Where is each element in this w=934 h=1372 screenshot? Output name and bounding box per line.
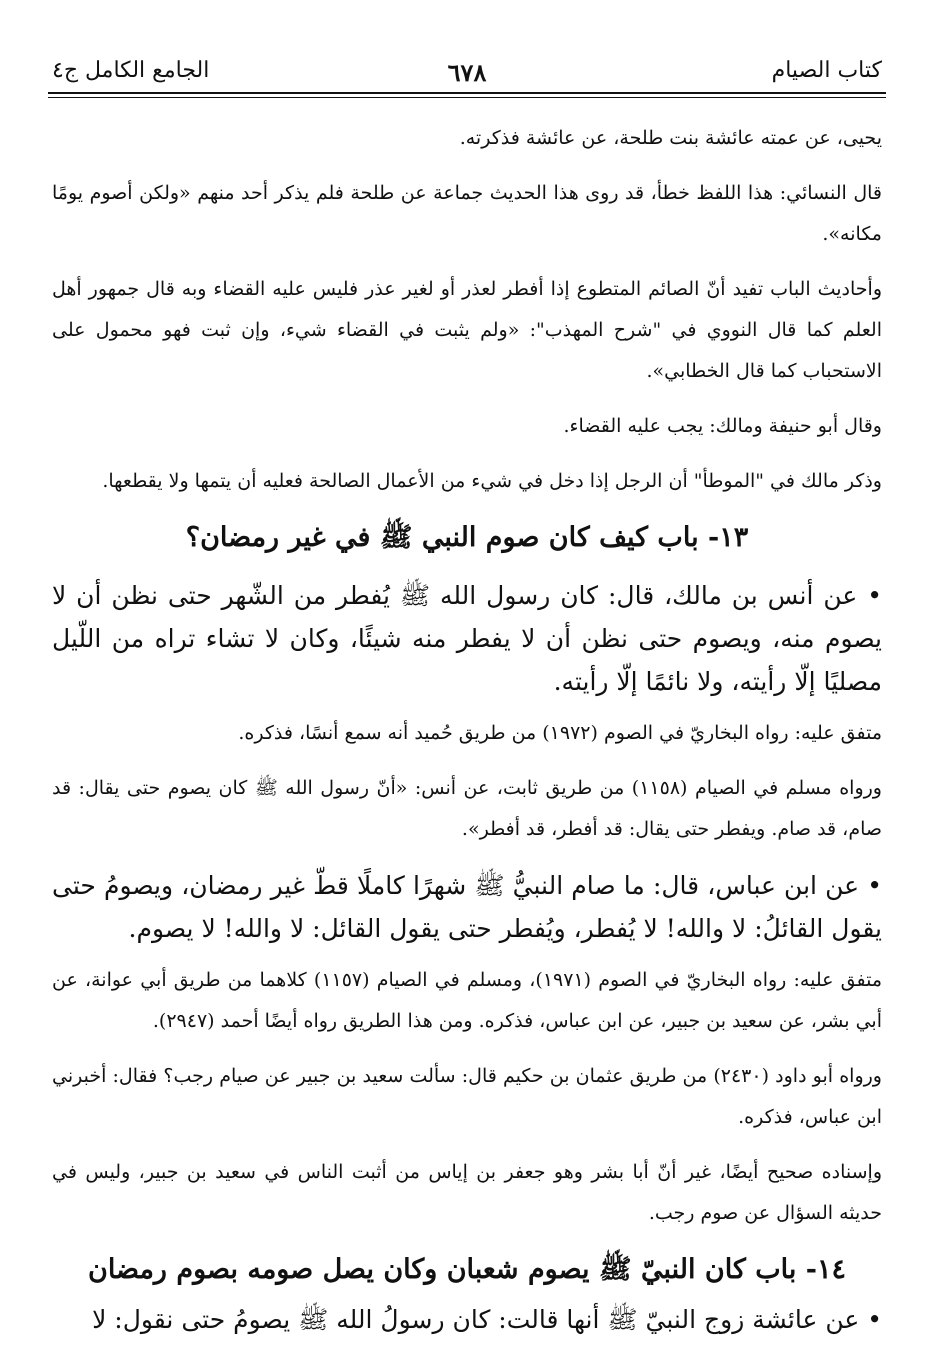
page-number: ٦٧٨ [447, 58, 487, 87]
book-title: الجامع الكامل ج٤ [52, 58, 210, 83]
hadith-source: وإسناده صحيح أيضًا، غير أنّ أبا بشر وهو جعفر بن إياس من أثبت الناس في سعيد بن جبير، وليس في حديثه السؤال عن صوم رجب. [52, 1161, 882, 1224]
hadith-source: متفق عليه: رواه البخاريّ في الصوم (١٩٧٢) من طريق حُميد أنه سمع أنسًا، فذكره. [238, 722, 882, 744]
header-rule-thick [48, 92, 886, 94]
paragraph: وقال أبو حنيفة ومالك: يجب عليه القضاء. [563, 415, 882, 437]
paragraph: وذكر مالك في "الموطأ" أن الرجل إذا دخل في شيء من الأعمال الصالحة فعليه أن يتمها ولا يقطعها. [102, 470, 882, 492]
header-rule-thin [48, 97, 886, 98]
book-section-title: كتاب الصيام [771, 58, 882, 83]
paragraph: وأحاديث الباب تفيد أنّ الصائم المتطوع إذا أفطر لعذر أو لغير عذر فليس عليه القضاء وبه قال جمهور أهل العلم كما قال النووي في "شرح المهذب": «ولم يثبت في القضاء شيء، وإن ثبت فهو محمول على الاستحباب كما قال الخطابي». [52, 278, 882, 382]
page-body [52, 118, 882, 1351]
hadith-source: متفق عليه: رواه البخاريّ في الصوم (١٩٧١)، ومسلم في الصيام (١١٥٧) كلاهما من طريق أبي عوانة، عن أبي بشر، عن سعيد بن جبير، عن ابن عباس، فذكره. ومن هذا الطريق رواه أيضًا أحمد (٢٩٤٧). [52, 969, 883, 1032]
hadith-source: ورواه أبو داود (٢٤٣٠) من طريق عثمان بن حكيم قال: سألت سعيد بن جبير عن صيام رجب؟ فقال: أخبرني ابن عباس، فذكره. [52, 1065, 882, 1128]
hadith-text: • عن عائشة زوج النبيّ ﷺ أنها قالت: كان رسولُ الله ﷺ يصومُ حتى نقول: لا [92, 1305, 882, 1334]
hadith-source: ورواه مسلم في الصيام (١١٥٨) من طريق ثابت، عن أنس: «أنّ رسول الله ﷺ كان يصوم حتى يقال: قد صام، قد صام. ويفطر حتى يقال: قد أفطر، قد أفطر». [52, 777, 882, 840]
paragraph: قال النسائي: هذا اللفظ خطأ، قد روى هذا الحديث جماعة عن طلحة فلم يذكر أحد منهم «ولكن أصوم يومًا مكانه». [52, 182, 882, 245]
running-header [52, 54, 882, 94]
paragraph: يحيى، عن عمته عائشة بنت طلحة، عن عائشة فذكرته. [459, 127, 882, 149]
hadith-text: • عن ابن عباس، قال: ما صام النبيُّ ﷺ شهرًا كاملًا قطّ غير رمضان، ويصومُ حتى يقول القائلُ: لا والله! لا يُفطر، ويُفطر حتى يقول القائل: لا والله! لا يصوم. [52, 871, 882, 943]
hadith-text: • عن أنس بن مالك، قال: كان رسول الله ﷺ يُفطر من الشّهر حتى نظن أن لا يصوم منه، ويصوم حتى نظن أن لا يفطر منه شيئًا، وكان لا تشاء تراه من اللّيل مصليًا إلّا رأيته، ولا نائمًا إلّا رأيته. [52, 581, 882, 696]
chapter-heading: ١٣- باب كيف كان صوم النبي ﷺ في غير رمضان؟ [185, 522, 749, 553]
chapter-heading: ١٤- باب كان النبيّ ﷺ يصوم شعبان وكان يصل صومه بصوم رمضان [88, 1254, 846, 1285]
